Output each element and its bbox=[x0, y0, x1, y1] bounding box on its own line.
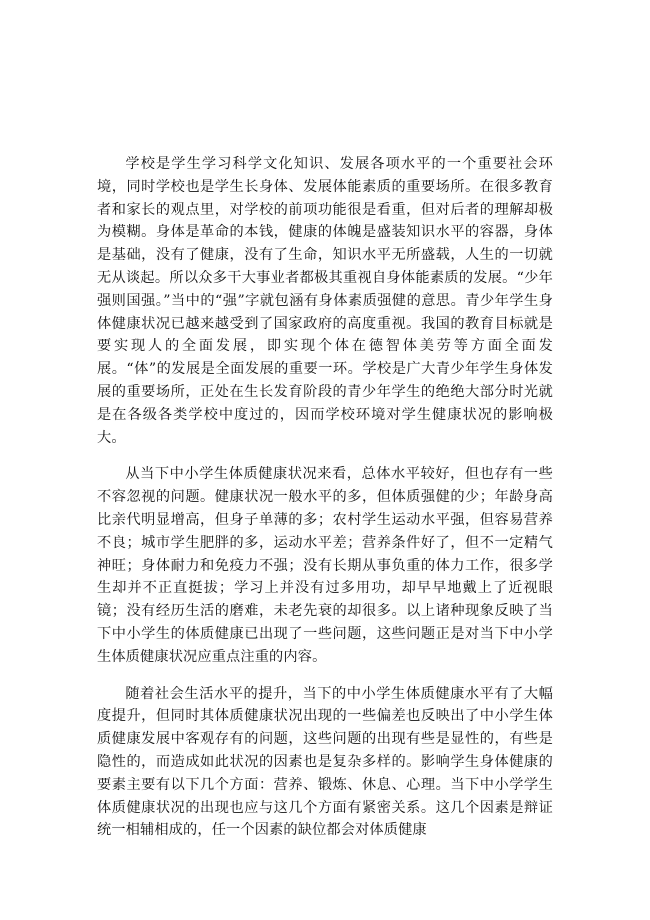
document-body bbox=[97, 153, 553, 842]
paragraph-current-health-status: 从当下中小学生体质健康状况来看，总体水平较好，但也存有一些不容忽视的问题。健康状况一般水平的多，但体质强健的少；年龄身高比亲代明显增高，但身子单薄的多；农村学生运动水平强，但容易营养不良；城市学生肥胖的多，运动水平差；营养条件好了，但不一定精气神旺；身体耐力和免疫力不强；没有长期从事负重的体力工作，很多学生却并不正直挺拔；学习上并没有过多用功，却早早地戴上了近视眼镜；没有经历生活的磨难，未老先衰的却很多。以上诸种现象反映了当下中小学生的体质健康已出现了一些问题，这些问题正是对当下中小学生体质健康状况应重点注重的内容。 bbox=[97, 466, 553, 665]
paragraph-influencing-factors: 随着社会生活水平的提升，当下的中小学生体质健康水平有了大幅度提升，但同时其体质健康状况出现的一些偏差也反映出了中小学生体质健康发展中客观存有的问题，这些问题的出现有些是显性的，有些是隐性的，而造成如此状况的因素也是复杂多样的。影响学生身体健康的要素主要有以下几个方面：营养、锻炼、休息、心理。当下中小学学生体质健康状况的出现也应与这几个方面有紧密关系。这几个因素是辩证统一相辅相成的，任一个因素的缺位都会对体质健康 bbox=[97, 685, 553, 839]
paragraph-school-environment: 学校是学生学习科学文化知识、发展各项水平的一个重要社会环境，同时学校也是学生长身体、发展体能素质的重要场所。在很多教育者和家长的观点里，对学校的前项功能很是看重，但对后者的理解却极为模糊。身体是革命的本钱，健康的体魄是盛装知识水平的容器，身体是基础，没有了健康，没有了生命，知识水平无所盛载，人生的一切就无从谈起。所以众多干大事业者都极其重视自身体能素质的发展。“少年强则国强。”当中的“强”字就包涵有身体素质强健的意思。青少年学生身体健康状况已越来越受到了国家政府的高度重视。我国的教育目标就是要实现人的全面发展，即实现个体在德智体美劳等方面全面发展。“体”的发展是全面发展的重要一环。学校是广大青少年学生身体发展的重要场所，正处在生长发育阶段的青少年学生的绝绝大部分时光就是在各级各类学校中度过的，因而学校环境对学生健康状况的影响极大。 bbox=[97, 156, 553, 446]
